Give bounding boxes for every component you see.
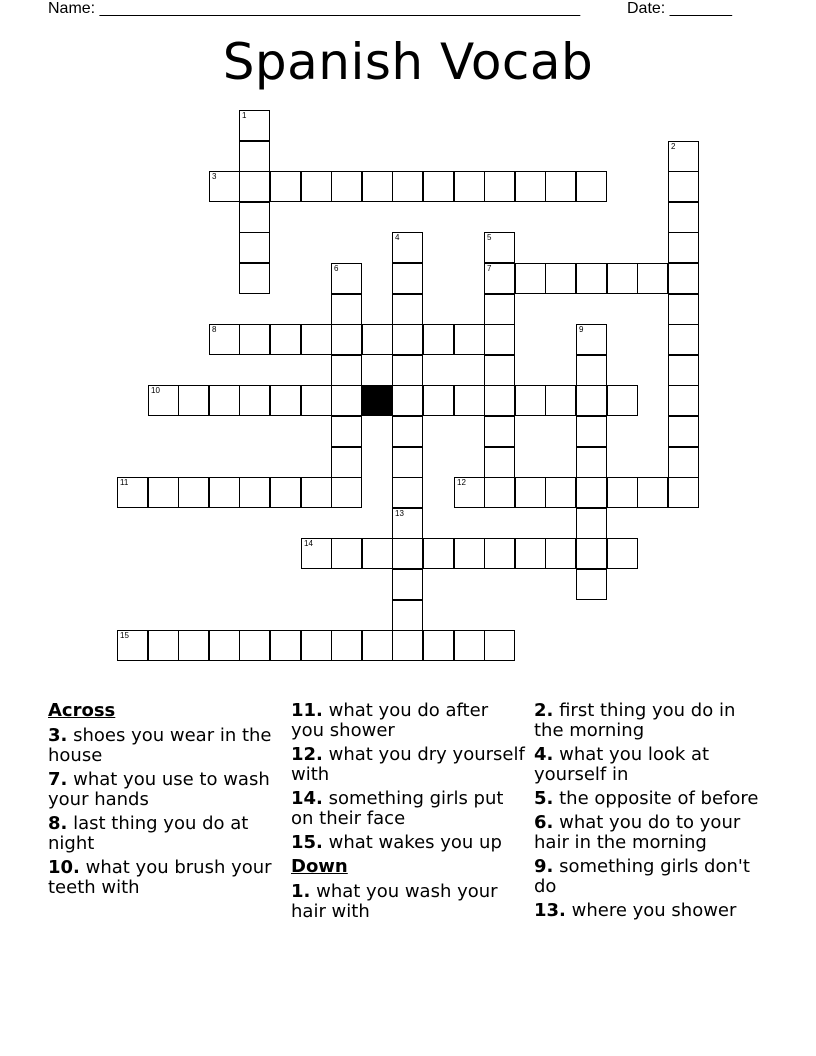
clue-number-label: 8 bbox=[212, 325, 217, 334]
crossword-cell[interactable] bbox=[576, 508, 607, 539]
name-field[interactable]: Name: ______________________________________________________ bbox=[48, 0, 581, 17]
crossword-cell[interactable] bbox=[454, 171, 485, 202]
clue-number-label: 5 bbox=[487, 233, 492, 242]
clue-item bbox=[291, 882, 526, 922]
crossword-cell[interactable] bbox=[484, 355, 515, 386]
crossword-cell[interactable] bbox=[239, 232, 270, 263]
crossword-cell[interactable] bbox=[239, 202, 270, 233]
crossword-cell[interactable] bbox=[392, 416, 423, 447]
crossword-cell[interactable] bbox=[454, 477, 485, 508]
clue-number-label: 7 bbox=[487, 264, 492, 273]
crossword-cell[interactable] bbox=[392, 324, 423, 355]
clue-text: what you dry yourself with bbox=[291, 744, 525, 785]
clues-column-3 bbox=[534, 701, 769, 925]
crossword-cell[interactable] bbox=[392, 630, 423, 661]
clue-number: 1. bbox=[291, 881, 311, 902]
crossword-cell[interactable] bbox=[331, 416, 362, 447]
clue-text: what you brush your teeth with bbox=[48, 857, 272, 898]
clue-item bbox=[534, 701, 769, 741]
crossword-cell[interactable] bbox=[668, 324, 699, 355]
crossword-cell[interactable] bbox=[668, 202, 699, 233]
crossword-cell[interactable] bbox=[301, 477, 332, 508]
clue-number: 6. bbox=[534, 812, 554, 833]
crossword-cell[interactable] bbox=[423, 630, 454, 661]
crossword-cell[interactable] bbox=[331, 171, 362, 202]
clue-number-label: 11 bbox=[120, 478, 129, 487]
crossword-cell[interactable] bbox=[392, 171, 423, 202]
crossword-cell[interactable] bbox=[209, 477, 240, 508]
crossword-cell[interactable] bbox=[607, 385, 638, 416]
crossword-cell[interactable] bbox=[545, 538, 576, 569]
crossword-cell[interactable] bbox=[515, 263, 546, 294]
crossword-cell[interactable] bbox=[484, 263, 515, 294]
clue-text: what wakes you up bbox=[322, 832, 502, 853]
crossword-cell[interactable] bbox=[270, 171, 301, 202]
crossword-cell[interactable] bbox=[454, 630, 485, 661]
clue-text: what you use to wash your hands bbox=[48, 769, 270, 810]
clues-column-2 bbox=[291, 701, 526, 926]
clue-number: 11. bbox=[291, 700, 323, 721]
crossword-cell[interactable] bbox=[515, 385, 546, 416]
clue-number: 12. bbox=[291, 744, 323, 765]
crossword-cell[interactable] bbox=[331, 355, 362, 386]
crossword-cell[interactable] bbox=[576, 447, 607, 478]
crossword-cell[interactable] bbox=[576, 263, 607, 294]
clue-number: 5. bbox=[534, 788, 554, 809]
crossword-cell[interactable] bbox=[239, 141, 270, 172]
crossword-cell[interactable] bbox=[148, 630, 179, 661]
crossword-cell[interactable] bbox=[668, 141, 699, 172]
clue-number: 4. bbox=[534, 744, 554, 765]
date-field[interactable]: Date: _______ bbox=[627, 0, 732, 17]
crossword-cell[interactable] bbox=[423, 324, 454, 355]
crossword-cell[interactable] bbox=[545, 385, 576, 416]
crossword-cell[interactable] bbox=[148, 477, 179, 508]
crossword-cell[interactable] bbox=[668, 232, 699, 263]
crossword-cell[interactable] bbox=[209, 385, 240, 416]
crossword-cell[interactable] bbox=[362, 171, 393, 202]
crossword-cell[interactable] bbox=[392, 508, 423, 539]
crossword-cell[interactable] bbox=[270, 385, 301, 416]
crossword-cell[interactable] bbox=[484, 447, 515, 478]
clue-number: 7. bbox=[48, 769, 68, 790]
clue-number-label: 1 bbox=[242, 111, 247, 120]
crossword-cell[interactable] bbox=[515, 171, 546, 202]
clue-text: what you wash your hair with bbox=[291, 881, 498, 922]
crossword-cell[interactable] bbox=[392, 385, 423, 416]
clue-item bbox=[534, 901, 769, 921]
clue-item bbox=[534, 789, 769, 809]
clue-number: 3. bbox=[48, 725, 68, 746]
crossword-cell[interactable] bbox=[668, 355, 699, 386]
crossword-cell[interactable] bbox=[239, 630, 270, 661]
crossword-cell[interactable] bbox=[117, 630, 148, 661]
clue-number: 9. bbox=[534, 856, 554, 877]
crossword-cell[interactable] bbox=[576, 416, 607, 447]
clue-text: the opposite of before bbox=[553, 788, 759, 809]
crossword-cell[interactable] bbox=[362, 538, 393, 569]
clue-item bbox=[48, 770, 283, 810]
crossword-cell[interactable] bbox=[668, 447, 699, 478]
clue-text: first thing you do in the morning bbox=[534, 700, 736, 741]
crossword-cell[interactable] bbox=[454, 324, 485, 355]
clue-text: shoes you wear in the house bbox=[48, 725, 272, 766]
crossword-cell[interactable] bbox=[484, 416, 515, 447]
crossword-cell[interactable] bbox=[239, 385, 270, 416]
crossword-cell[interactable] bbox=[301, 385, 332, 416]
crossword-cell[interactable] bbox=[331, 385, 362, 416]
crossword-cell[interactable] bbox=[484, 324, 515, 355]
crossword-cell[interactable] bbox=[331, 538, 362, 569]
clue-number: 15. bbox=[291, 832, 323, 853]
crossword-cell[interactable] bbox=[545, 477, 576, 508]
clue-item bbox=[534, 813, 769, 853]
clue-number-label: 9 bbox=[579, 325, 584, 334]
clue-item bbox=[48, 858, 283, 898]
clue-item bbox=[291, 745, 526, 785]
crossword-cell[interactable] bbox=[484, 232, 515, 263]
crossword-cell[interactable] bbox=[301, 630, 332, 661]
clue-text: something girls don't do bbox=[534, 856, 750, 897]
clue-number-label: 4 bbox=[395, 233, 400, 242]
crossword-cell[interactable] bbox=[576, 477, 607, 508]
clue-text: what you look at yourself in bbox=[534, 744, 710, 785]
crossword-cell[interactable] bbox=[270, 324, 301, 355]
crossword-cell[interactable] bbox=[668, 171, 699, 202]
clue-item bbox=[291, 701, 526, 741]
crossword-cell[interactable] bbox=[423, 385, 454, 416]
crossword-cell[interactable] bbox=[239, 324, 270, 355]
clue-text: something girls put on their face bbox=[291, 788, 504, 829]
crossword-cell[interactable] bbox=[484, 294, 515, 325]
crossword-black-cell bbox=[362, 385, 393, 416]
clue-heading-down: Down bbox=[291, 856, 348, 877]
crossword-cell[interactable] bbox=[668, 385, 699, 416]
crossword-cell[interactable] bbox=[331, 263, 362, 294]
clue-text: where you shower bbox=[565, 900, 737, 921]
crossword-cell[interactable] bbox=[392, 355, 423, 386]
crossword-cell[interactable] bbox=[392, 294, 423, 325]
crossword-cell[interactable] bbox=[331, 477, 362, 508]
crossword-cell[interactable] bbox=[576, 355, 607, 386]
crossword-cell[interactable] bbox=[239, 263, 270, 294]
clue-number: 13. bbox=[534, 900, 566, 921]
clue-number: 2. bbox=[534, 700, 554, 721]
crossword-cell[interactable] bbox=[545, 171, 576, 202]
crossword-cell[interactable] bbox=[484, 171, 515, 202]
crossword-cell[interactable] bbox=[209, 171, 240, 202]
crossword-cell[interactable] bbox=[209, 324, 240, 355]
crossword-cell[interactable] bbox=[637, 477, 668, 508]
crossword-cell[interactable] bbox=[178, 630, 209, 661]
crossword-cell[interactable] bbox=[301, 538, 332, 569]
clue-number-label: 10 bbox=[151, 386, 160, 395]
crossword-cell[interactable] bbox=[607, 538, 638, 569]
crossword-cell[interactable] bbox=[331, 324, 362, 355]
crossword-cell[interactable] bbox=[392, 263, 423, 294]
crossword-cell[interactable] bbox=[576, 324, 607, 355]
crossword-cell[interactable] bbox=[239, 171, 270, 202]
crossword-cell[interactable] bbox=[362, 324, 393, 355]
crossword-cell[interactable] bbox=[607, 477, 638, 508]
clue-item bbox=[291, 789, 526, 829]
crossword-cell[interactable] bbox=[484, 477, 515, 508]
crossword-cell[interactable] bbox=[576, 385, 607, 416]
clue-number-label: 2 bbox=[671, 142, 676, 151]
crossword-cell[interactable] bbox=[668, 416, 699, 447]
clue-number-label: 12 bbox=[457, 478, 466, 487]
crossword-cell[interactable] bbox=[178, 385, 209, 416]
crossword-cell[interactable] bbox=[454, 385, 485, 416]
crossword-cell[interactable] bbox=[362, 630, 393, 661]
clue-text: last thing you do at night bbox=[48, 813, 249, 854]
crossword-cell[interactable] bbox=[423, 171, 454, 202]
crossword-cell[interactable] bbox=[148, 385, 179, 416]
clue-number-label: 3 bbox=[212, 172, 217, 181]
crossword-cell[interactable] bbox=[576, 569, 607, 600]
clue-number: 14. bbox=[291, 788, 323, 809]
crossword-cell[interactable] bbox=[392, 477, 423, 508]
crossword-cell[interactable] bbox=[392, 569, 423, 600]
crossword-cell[interactable] bbox=[301, 171, 332, 202]
crossword-cell[interactable] bbox=[331, 630, 362, 661]
crossword-cell[interactable] bbox=[576, 171, 607, 202]
crossword-cell[interactable] bbox=[515, 538, 546, 569]
crossword-cell[interactable] bbox=[637, 263, 668, 294]
crossword-cell[interactable] bbox=[484, 630, 515, 661]
clue-text: what you do after you shower bbox=[291, 700, 489, 741]
clue-number-label: 6 bbox=[334, 264, 339, 273]
crossword-cell[interactable] bbox=[392, 232, 423, 263]
crossword-cell[interactable] bbox=[668, 477, 699, 508]
clue-item bbox=[48, 814, 283, 854]
crossword-cell[interactable] bbox=[545, 263, 576, 294]
crossword-cell[interactable] bbox=[484, 538, 515, 569]
clue-number-label: 14 bbox=[304, 539, 313, 548]
clue-number-label: 15 bbox=[120, 631, 129, 640]
crossword-cell[interactable] bbox=[392, 600, 423, 631]
crossword-cell[interactable] bbox=[331, 447, 362, 478]
crossword-cell[interactable] bbox=[270, 477, 301, 508]
crossword-cell[interactable] bbox=[178, 477, 209, 508]
crossword-cell[interactable] bbox=[117, 477, 148, 508]
crossword-cell[interactable] bbox=[484, 385, 515, 416]
crossword-cell[interactable] bbox=[270, 630, 301, 661]
clue-number-label: 13 bbox=[395, 509, 404, 518]
crossword-cell[interactable] bbox=[331, 294, 362, 325]
crossword-cell[interactable] bbox=[515, 477, 546, 508]
crossword-cell[interactable] bbox=[607, 263, 638, 294]
crossword-cell[interactable] bbox=[668, 263, 699, 294]
crossword-cell[interactable] bbox=[239, 477, 270, 508]
crossword-cell[interactable] bbox=[209, 630, 240, 661]
clue-number: 10. bbox=[48, 857, 80, 878]
clue-item bbox=[291, 833, 526, 853]
crossword-cell[interactable] bbox=[392, 447, 423, 478]
crossword-cell[interactable] bbox=[454, 538, 485, 569]
crossword-cell[interactable] bbox=[576, 538, 607, 569]
crossword-cell[interactable] bbox=[239, 110, 270, 141]
clue-text: what you do to your hair in the morning bbox=[534, 812, 741, 853]
clue-item bbox=[534, 745, 769, 785]
clue-number: 8. bbox=[48, 813, 68, 834]
crossword-cell[interactable] bbox=[668, 294, 699, 325]
crossword-cell[interactable] bbox=[392, 538, 423, 569]
crossword-cell[interactable] bbox=[301, 324, 332, 355]
clue-item bbox=[534, 857, 769, 897]
clue-item bbox=[48, 726, 283, 766]
clues-column-1 bbox=[48, 701, 283, 902]
clue-heading-across: Across bbox=[48, 700, 116, 721]
page-title: Spanish Vocab bbox=[222, 33, 594, 91]
crossword-cell[interactable] bbox=[423, 538, 454, 569]
